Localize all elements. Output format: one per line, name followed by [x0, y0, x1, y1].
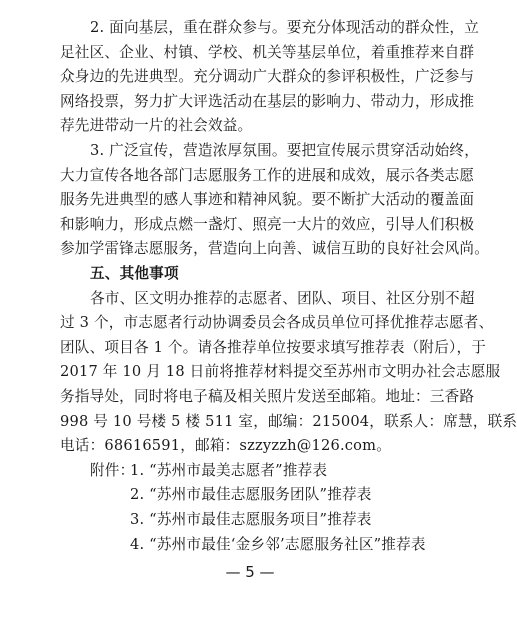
- attachment-item-1: 1. “苏州市最美志愿者”推荐表: [130, 461, 328, 479]
- paragraph-3-line-2: 大力宣传各地各部门志愿服务工作的进展和成效，展示各类志愿: [60, 166, 475, 184]
- section-5-line-2: 过 3 个，市志愿者行动协调委员会各成员单位可择优推荐志愿者、: [60, 314, 494, 332]
- section-5-line-6: 998 号 10 号楼 5 楼 511 室，邮编：215004，联系人：席慧，联系: [60, 412, 517, 430]
- paragraph-2-line-1: 2. 面向基层，重在群众参与。要充分体现活动的群众性，立: [90, 19, 480, 36]
- attachment-item-4: 4. “苏州市最佳‘金乡邻’志愿服务社区”推荐表: [130, 535, 426, 553]
- attachment-item-3: 3. “苏州市最佳志愿服务项目”推荐表: [130, 511, 372, 528]
- section-heading-other-matters: 五、其他事项: [90, 265, 179, 282]
- paragraph-2-line-5: 荐先进带动一片的社会效益。: [60, 117, 253, 135]
- paragraph-3-line-1: 3. 广泛宣传，营造浓厚氛围。要把宣传展示贯穿活动始终，: [90, 142, 480, 159]
- section-5-line-7: 电话：68616591，邮箱：szzyzzh@126.com。: [60, 437, 392, 455]
- section-5-line-3: 团队、项目各 1 个。请各推荐单位按要求填写推荐表（附后），于: [60, 338, 487, 356]
- attachment-item-2: 2. “苏州市最佳志愿服务团队”推荐表: [130, 486, 372, 504]
- paragraph-2-line-3: 众身边的先进典型。充分调动广大群众的参评积极性，广泛参与: [60, 68, 475, 86]
- paragraph-3-line-4: 和影响力，形成点燃一盏灯、照亮一大片的效应，引导人们积极: [60, 215, 475, 233]
- paragraph-2-line-2: 足社区、企业、村镇、学校、机关等基层单位，着重推荐来自群: [60, 43, 475, 61]
- section-5-line-5: 务指导处，同时将电子稿及相关照片发送至邮箱。地址：三香路: [60, 388, 475, 405]
- section-5-line-1: 各市、区文明办推荐的志愿者、团队、项目、社区分别不超: [90, 289, 475, 307]
- page-number: — 5 —: [225, 563, 275, 582]
- paragraph-3-line-5: 参加学雷锋志愿服务，营造向上向善、诚信互助的良好社会风尚。: [60, 240, 490, 258]
- attachments-label: 附件：: [90, 461, 135, 479]
- section-5-line-4: 2017 年 10 月 18 日前将推荐材料提交至苏州市文明办社会志愿服: [60, 363, 501, 381]
- paragraph-3-line-3: 服务先进典型的感人事迹和精神风貌。要不断扩大活动的覆盖面: [60, 191, 475, 209]
- paragraph-2-line-4: 网络投票，努力扩大评选活动在基层的影响力、带动力，形成推: [60, 92, 475, 110]
